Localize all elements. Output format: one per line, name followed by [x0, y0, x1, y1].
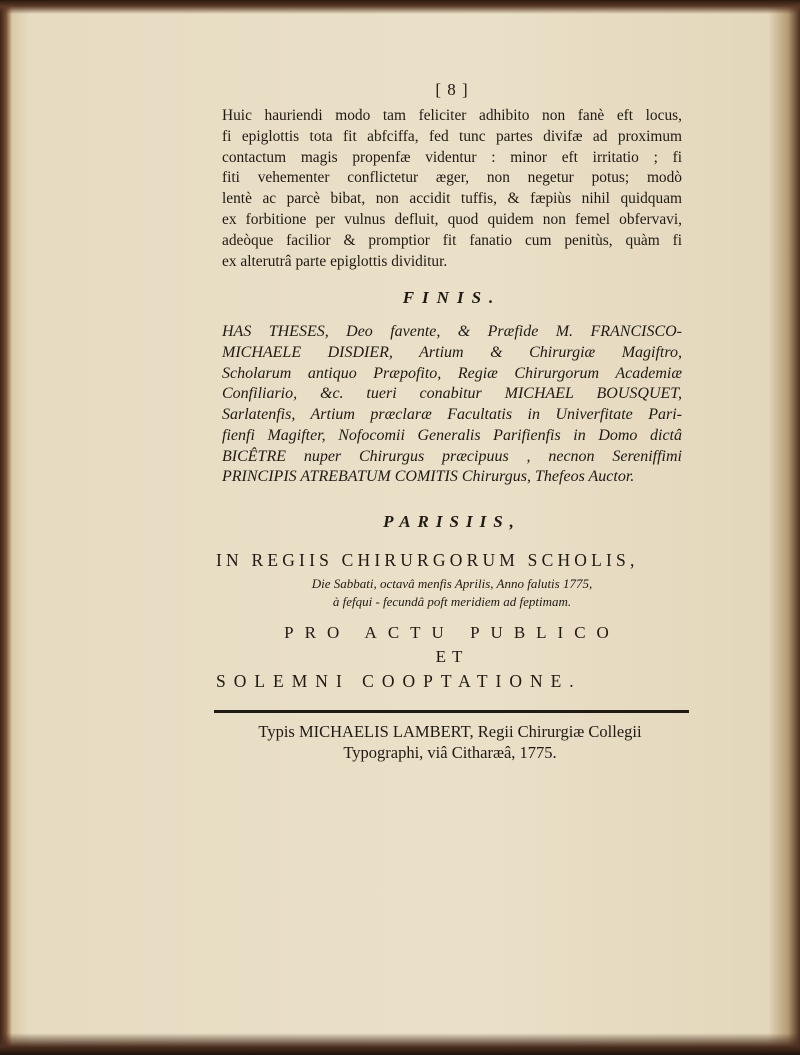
page-number: [ 8 ]	[435, 80, 469, 99]
paragraph-line: Huic hauriendi modo tam feliciter adhibito non fanè eft locus,	[222, 107, 682, 124]
paragraph-line: fiti vehementer conflictetur æger, non negetur potus; modò	[222, 169, 682, 187]
parisiis-heading: PARISIIS,	[383, 512, 521, 531]
theses-line: Sarlatenfis, Artium præclaræ Facultatis in Univerfitate Pari-	[222, 406, 682, 424]
theses-line: PRINCIPIS ATREBATUM COMITIS Chirurgus, Thefeos Auctor.	[222, 468, 635, 486]
paragraph-line: adeòque facilior & promptior fit fanatio cum penitùs, quàm fi	[222, 231, 682, 249]
imprint-line: Typis MICHAELIS LAMBERT, Regii Chirurgiæ Collegii	[258, 722, 642, 741]
closing-paragraph	[222, 106, 682, 272]
theses-line: HAS THESES, Deo favente, & Præfide M. FRANCISCO-	[222, 323, 682, 341]
imprint-line: Typographi, viâ Citharæâ, 1775.	[343, 743, 557, 762]
paragraph-line: contactum magis propenfæ videntur : minor eft irritatio ; fi	[222, 148, 682, 166]
et-heading: ET	[435, 647, 469, 666]
paragraph-line: ex forbitione per vulnus defluit, quod quidem non femel obfervavi,	[222, 210, 682, 228]
finis-heading: FINIS.	[402, 288, 502, 308]
solemni-heading: SOLEMNI COOPTATIONE.	[216, 671, 582, 691]
theses-paragraph	[222, 322, 682, 488]
theses-line: MICHAELE DISDIER, Artium & Chirurgiæ Magiftro,	[222, 344, 682, 362]
paragraph-line: fi epiglottis tota fit abfciffa, fed tunc partes divifæ ad proximum	[222, 127, 682, 145]
theses-line: BICÊTRE nuper Chirurgus præcipuus , necnon Sereniffimi	[222, 447, 682, 465]
date-line: à fefqui - fecundâ poft meridiem ad feptimam.	[332, 594, 572, 609]
in-regiis-heading: IN REGIIS CHIRURGORUM SCHOLIS,	[216, 550, 639, 570]
pro-actu-heading: PRO ACTU PUBLICO	[284, 623, 620, 642]
imprint-block	[210, 721, 690, 763]
theses-line: fienfi Magifter, Nofocomii Generalis Parifienfis in Domo dictâ	[222, 426, 682, 444]
divider-rule	[214, 710, 689, 713]
date-line: Die Sabbati, octavâ menfis Aprilis, Anno falutis 1775,	[311, 576, 593, 591]
paragraph-line: lentè ac parcè bibat, non accidit tuffis, & fæpiùs nihil quidquam	[222, 190, 682, 208]
document-page	[216, 80, 682, 763]
theses-line: Confiliario, &c. tueri conabitur MICHAEL BOUSQUET,	[222, 385, 682, 403]
paragraph-line: ex alterutrâ parte epiglottis dividitur.	[222, 252, 448, 270]
date-block	[222, 575, 682, 611]
theses-line: Scholarum antiquo Præpofito, Regiæ Chirurgorum Academiæ	[222, 364, 682, 382]
